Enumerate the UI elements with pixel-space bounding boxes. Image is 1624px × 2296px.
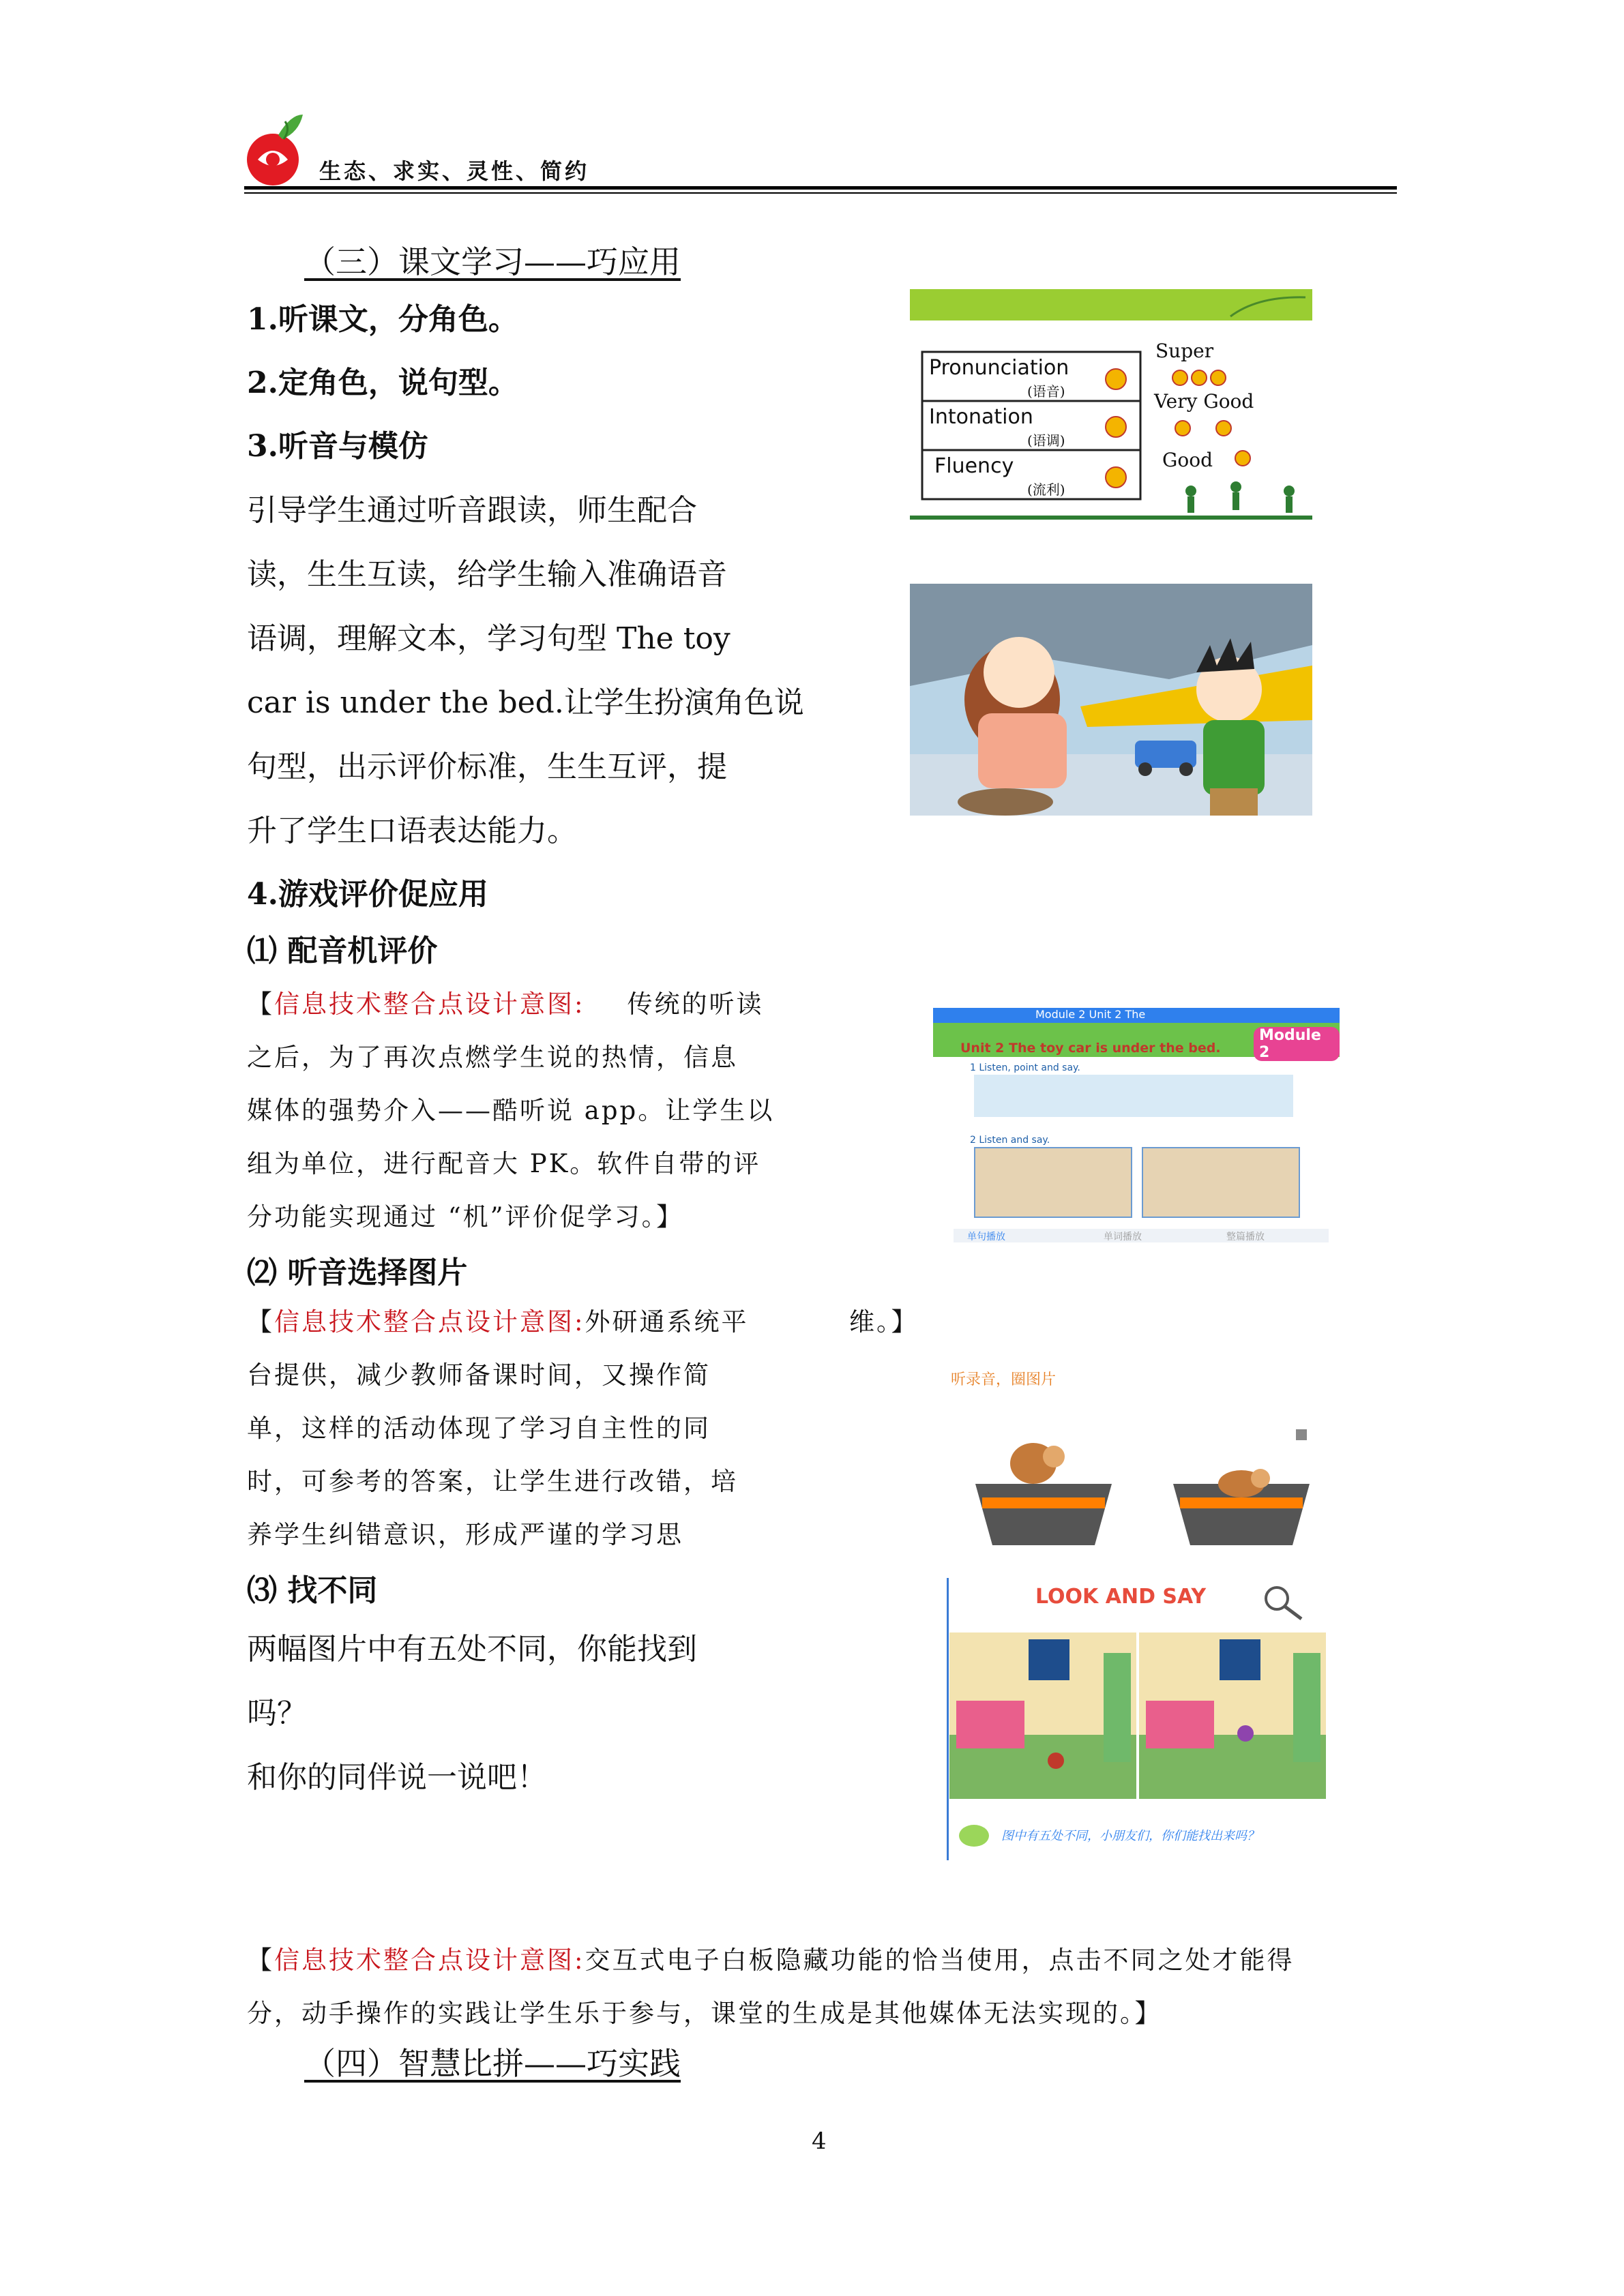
app-tab[interactable]: 整篇播放 [1226,1232,1265,1242]
app-screenshot-image [933,1008,1340,1244]
look-say-title: LOOK AND SAY [1035,1585,1207,1609]
note-1-line: 媒体的强势介入——酷听说 app。让学生以 [247,1096,775,1125]
app-section-2: 2 Listen and say. [970,1135,1050,1146]
header-motto: 生态、求实、灵性、简约 [319,158,590,184]
sub-2-title: ⑵ 听音选择图片 [247,1255,468,1290]
eval-row-label: Pronunciation [929,356,1069,380]
look-and-say-image [947,1578,1329,1860]
step-3-line: 读，生生互读，给学生输入准确语音 [247,557,727,592]
note-label: 信息技术整合点设计意图: [274,989,585,1019]
note-label: 信息技术整合点设计意图: [274,1307,585,1337]
header-rule-thin [244,192,1397,194]
cartoon-scene-image [910,584,1312,816]
note-2-line: 单，这样的活动体现了学习自主性的同 [247,1414,711,1443]
app-tab[interactable]: 单词播放 [1104,1232,1142,1242]
sub-3-title: ⑶ 找不同 [247,1573,378,1608]
step-3-line: 语调，理解文本，学习句型 The toy [247,621,730,656]
eval-row-cn: (语音) [1027,383,1065,400]
step-1: 1.听课文，分角色。 [247,302,518,337]
sub-3-line: 两幅图片中有五处不同，你能找到 [247,1632,697,1667]
eval-level: Very Good [1154,390,1254,413]
sub-1-title: ⑴ 配音机评价 [247,934,438,968]
app-tab[interactable]: 单句播放 [967,1232,1005,1242]
note-label: 信息技术整合点设计意图: [274,1945,585,1975]
listen-choose-image [941,1361,1320,1566]
note-2-line-1: 【信息技术整合点设计意图:外研通系统平 [247,1307,749,1337]
section-3-title: （三）课文学习——巧应用 [304,243,681,280]
note-1-line: 组为单位，进行配音大 PK。软件自带的评 [247,1149,761,1178]
step-3-line: 句型，出示评价标准，生生互评，提 [247,749,727,784]
eval-row-label: Intonation [929,405,1033,429]
sub-3-line: 和你的同伴说一说吧！ [247,1760,547,1795]
evaluation-card-image [910,289,1312,521]
step-3: 3.听音与模仿 [247,429,428,464]
note-2-line: 时，可参考的答案，让学生进行改错，培 [247,1467,738,1496]
note-2-tail: 维。】 [849,1307,919,1337]
step-3-line: car is under the bed.让学生扮演角色说 [247,685,804,720]
step-3-line: 引导学生通过听音跟读，师生配合 [247,493,697,528]
section-4-title: （四）智慧比拼——巧实践 [304,2045,681,2082]
app-section-1: 1 Listen, point and say. [970,1062,1080,1073]
step-2: 2.定角色，说句型。 [247,366,518,400]
eval-row-cn: (流利) [1027,481,1065,498]
eval-level: Good [1162,449,1213,471]
sub-3-line: 吗？ [247,1696,307,1731]
eval-level: Super [1155,340,1214,362]
page-number: 4 [812,2128,827,2155]
eval-row-cn: (语调) [1027,432,1065,449]
note-1-line: 之后，为了再次点燃学生说的热情，信息 [247,1043,738,1072]
app-banner: Module 2 [1254,1027,1340,1061]
note-2-line: 养学生纠错意识，形成严谨的学习思 [247,1520,683,1549]
note-3-line-1: 【信息技术整合点设计意图:交互式电子白板隐藏功能的恰当使用，点击不同之处才能得 [247,1945,1295,1975]
note-1-line: 分功能实现通过 “机”评价促学习。】 [247,1202,684,1232]
step-3-line: 升了学生口语表达能力。 [247,814,577,848]
app-unit-title: Unit 2 The toy car is under the bed. [960,1041,1221,1056]
note-1-line-1: 【信息技术整合点设计意图: 传统的听读 [247,989,764,1019]
header-rule [244,186,1397,190]
app-nav-title: Module 2 Unit 2 The [1035,1008,1146,1021]
eval-row-label: Fluency [934,454,1014,478]
school-logo [244,115,306,191]
listen-pic-title: 听录音，圈图片 [951,1371,1057,1388]
note-3-line-2: 分，动手操作的实践让学生乐于参与，课堂的生成是其他媒体无法实现的。】 [247,1999,1162,2028]
note-2-line: 台提供，减少教师备课时间，又操作简 [247,1360,711,1390]
look-say-caption: 图中有五处不同，小朋友们，你们能找出来吗？ [1001,1829,1259,1843]
step-4: 4.游戏评价促应用 [247,877,488,912]
